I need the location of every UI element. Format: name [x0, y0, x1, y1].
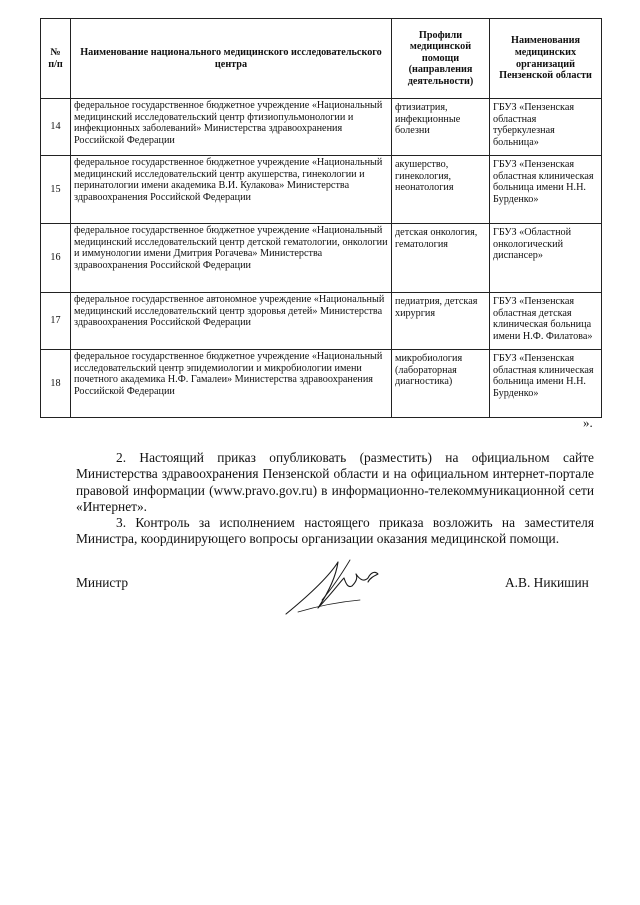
row-center: федеральное государственное бюджетное учреждение «Национальный медицинский исследовательский центр детской гематологии, онкологии и иммунологии имени Дмитрия Рогачева» Министерства здравоохранения Российской Федерации	[71, 224, 392, 293]
row-profiles: детская онкология, гематология	[392, 224, 490, 293]
row-num: 16	[41, 224, 71, 293]
paragraph-publication: 2. Настоящий приказ опубликовать (разместить) на официальном сайте Министерства здравоохранения Пензенской области и на официальном интернет-портале правовой информации (www.pravo.gov.ru) в информационно-телекоммуникационной сети «Интернет».	[76, 450, 594, 514]
table-header-row	[41, 19, 602, 99]
row-profiles: фтизиатрия, инфекционные болезни	[392, 99, 490, 156]
header-profiles: Профили медицинской помощи (направления деятельности)	[392, 19, 490, 99]
row-org: ГБУЗ «Пензенская областная клиническая больница имени Н.Н. Бурденко»	[490, 156, 602, 224]
table-row	[41, 293, 602, 350]
handwritten-signature	[278, 556, 398, 618]
row-center: федеральное государственное автономное учреждение «Национальный медицинский исследовательский центр здоровья детей» Министерства здравоохранения Российской Федерации	[71, 293, 392, 350]
row-center: федеральное государственное бюджетное учреждение «Национальный исследовательский центр эпидемиологии и микробиологии имени почетного академика Н.Ф. Гамалеи» Министерства здравоохранения Российской Федерации	[71, 350, 392, 418]
row-center: федеральное государственное бюджетное учреждение «Национальный медицинский исследовательский центр акушерства, гинекологии и перинатологии имени академика В.И. Кулакова» Министерства здравоохранения Российской Федерации	[71, 156, 392, 224]
row-num: 14	[41, 99, 71, 156]
row-num: 17	[41, 293, 71, 350]
medical-centers-table	[40, 18, 602, 418]
paragraph-control: 3. Контроль за исполнением настоящего приказа возложить на заместителя Министра, координирующего вопросы организации оказания медицинской помощи.	[76, 515, 594, 547]
signatory-name: А.В. Никишин	[505, 575, 589, 590]
row-org: ГБУЗ «Областной онкологический диспансер»	[490, 224, 602, 293]
header-num: № п/п	[41, 19, 71, 99]
row-center: федеральное государственное бюджетное учреждение «Национальный медицинский исследовательский центр фтизиопульмонологии и инфекционных заболеваний» Министерства здравоохранения Российской Федерации	[71, 99, 392, 156]
header-center: Наименование национального медицинского исследовательского центра	[71, 19, 392, 99]
table-row	[41, 99, 602, 156]
row-org: ГБУЗ «Пензенская областная клиническая больница имени Н.Н. Бурденко»	[490, 350, 602, 418]
row-profiles: микробиология (лабораторная диагностика)	[392, 350, 490, 418]
closing-quote: ».	[583, 415, 593, 430]
table-row	[41, 350, 602, 418]
header-orgs: Наименования медицинских организаций Пензенской области	[490, 19, 602, 99]
row-num: 18	[41, 350, 71, 418]
row-profiles: акушерство, гинекология, неонатология	[392, 156, 490, 224]
signatory-title: Министр	[76, 575, 129, 590]
table-row	[41, 156, 602, 224]
row-profiles: педиатрия, детская хирургия	[392, 293, 490, 350]
row-org: ГБУЗ «Пензенская областная туберкулезная больница»	[490, 99, 602, 156]
table-row	[41, 224, 602, 293]
row-org: ГБУЗ «Пензенская областная детская клиническая больница имени Н.Ф. Филатова»	[490, 293, 602, 350]
row-num: 15	[41, 156, 71, 224]
